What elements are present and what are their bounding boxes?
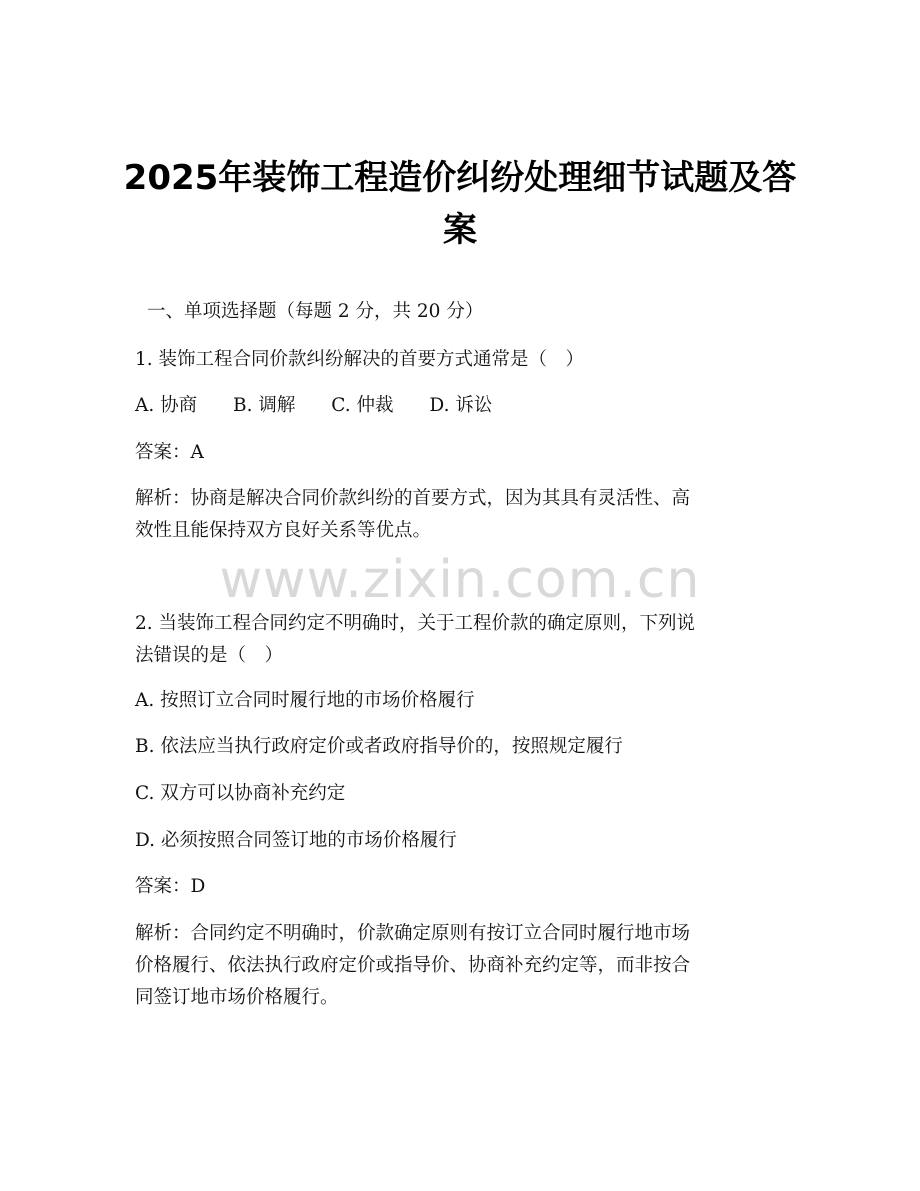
question-2-option-b: B. 依法应当执行政府定价或者政府指导价的，按照规定履行 [135,736,623,757]
question-2-answer: 答案：D [135,876,206,897]
question-1-option-a: A. 协商 [135,395,198,416]
question-2-stem-line-1: 2. 当装饰工程合同约定不明确时，关于工程价款的确定原则，下列说 [135,613,696,634]
question-2-option-c: C. 双方可以协商补充约定 [135,783,346,804]
question-2-option-a: A. 按照订立合同时履行地的市场价格履行 [135,690,475,711]
question-2-stem [135,608,785,672]
title-line-1: 2025年装饰工程造价纠纷处理细节试题及答 [123,158,797,198]
watermark: www.zixin.com.cn [219,550,701,610]
question-1-analysis [135,483,785,547]
title-line-2: 案 [443,210,477,250]
document-title [120,152,800,256]
question-1-option-b: B. 调解 [233,395,296,416]
question-2-option-d: D. 必须按照合同签订地的市场价格履行 [135,830,457,851]
question-1-option-c: C. 仲裁 [331,395,394,416]
question-1-analysis-line-2: 效性且能保持双方良好关系等优点。 [135,520,432,541]
question-1-answer: 答案：A [135,442,204,463]
question-1-stem: 1. 装饰工程合同价款纠纷解决的首要方式通常是（ ） [135,349,585,370]
question-1-options [135,390,522,422]
question-2-analysis-line-3: 同签订地市场价格履行。 [135,987,339,1008]
question-2-analysis-line-1: 解析：合同约定不明确时，价款确定原则有按订立合同时履行地市场 [135,923,691,944]
question-2-analysis [135,918,785,1014]
question-1-option-d: D. 诉讼 [429,395,493,416]
section-heading: 一、单项选择题（每题 2 分，共 20 分） [147,301,484,322]
question-1-analysis-line-1: 解析：协商是解决合同价款纠纷的首要方式，因为其具有灵活性、高 [135,488,691,509]
question-2-analysis-line-2: 价格履行、依法执行政府定价或指导价、协商补充约定等，而非按合 [135,955,691,976]
question-2-stem-line-2: 法错误的是（ ） [135,645,284,666]
